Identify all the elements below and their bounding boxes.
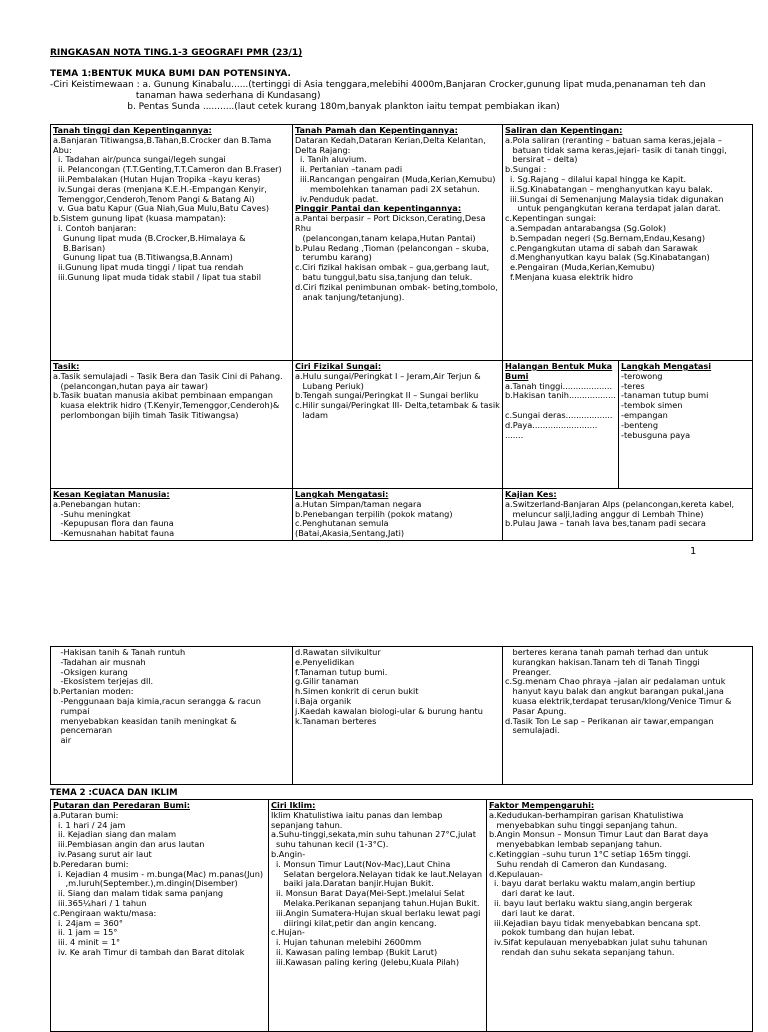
- heading-tanah-pamah: Tanah Pamah dan Kepentingannya:: [295, 125, 458, 135]
- note-line: i. 24jam = 360°: [58, 917, 123, 928]
- note-line: a.Tanah tinggi...................: [505, 380, 613, 391]
- note-line: kuasa elektrik,terdapat terusan/klong/Venice Timur &: [512, 695, 732, 706]
- heading-saliran: Saliran dan Kepentingan:: [505, 125, 623, 135]
- cell-tanah-tinggi: [51, 125, 293, 361]
- note-line: a.Putaran bumi:: [53, 809, 119, 820]
- note-line: c.Hilir sungai/Peringkat III- Delta,tetambak & tasik: [295, 400, 500, 411]
- note-line: a.Switzerland-Banjaran Alps (pelancongan,kereta kabel,: [505, 498, 735, 509]
- note-line: e.Penyelidikan: [295, 656, 355, 667]
- note-line: (pelancongan,hutan paya air tawar): [60, 380, 208, 391]
- note-line: iii.Pembiasan angin dan arus lautan: [58, 839, 205, 850]
- note-line: batuan tidak sama keras,jejari- tasik di tanah tinggi,: [512, 144, 727, 155]
- note-line: menyebabkan lembab sepanjang tahun.: [496, 839, 663, 850]
- heading-ciri-fizikal: Ciri Fizikal Sungai:: [295, 361, 382, 371]
- note-line: a.Banjaran Titiwangsa,B.Tahan,B.Crocker dan B.Tama Abu:: [53, 134, 272, 155]
- lines-faktor: [489, 811, 750, 958]
- note-line: b.Tasik buatan manusia akibat pembinaan empangan: [53, 390, 273, 401]
- note-line: perlombongan bijih timah Tasik Titiwangsa): [60, 409, 239, 420]
- note-line: bersirat – delta): [512, 154, 578, 165]
- note-line: ii. Monsun Barat Daya(Mei-Sept.)melalui Selat: [276, 888, 465, 899]
- note-line: Dataran Kedah,Dataran Kerian,Delta Kelantan,: [295, 134, 486, 145]
- note-line: i. Tadahan air/punca sungai/legeh sungai: [58, 154, 226, 165]
- note-line: -Suhu meningkat: [60, 508, 131, 519]
- heading-putaran: Putaran dan Peredaran Bumi:: [53, 800, 191, 810]
- note-line: i.Baja organik: [295, 695, 352, 706]
- lines-halangan: [505, 382, 616, 441]
- note-line: Pasar Apung.: [512, 705, 567, 716]
- note-line: iii.Angin Sumatera-Hujan skual berlaku lewat pagi: [276, 907, 481, 918]
- note-line: a.Pantai berpasir – Port Dickson,Cerating,Desa Rhu: [295, 213, 486, 233]
- lines-langkah: [621, 372, 750, 441]
- cell-p2-col3: [503, 647, 753, 785]
- note-line: Iklim Khatulistiwa iaitu panas dan lembap sepanjang tahun.: [271, 809, 443, 830]
- ciri-line: tanaman hawa sederhana di Kundasang): [50, 91, 321, 101]
- page2-table: [50, 646, 753, 785]
- note-line: ii. Pertanian –tanam padi: [300, 164, 403, 175]
- note-line: e.Pengairan (Muda,Kerian,Kemubu): [510, 262, 655, 273]
- note-line: (pelancongan,tanam kelapa,Hutan Pantai): [302, 232, 476, 243]
- lines-ciri-iklim: [271, 811, 484, 968]
- document-title: RINGKASAN NOTA TING.1-3 GEOGRAFI PMR (23/1): [50, 48, 303, 58]
- heading-halangan: Halangan Bentuk Muka Bumi: [505, 361, 613, 381]
- note-line: a.Tasik semulajadi – Tasik Bera dan Tasik Cini di Pahang.: [53, 370, 283, 381]
- heading-kajian: Kajian Kes:: [505, 489, 557, 499]
- lines-p2-col1: [53, 648, 290, 746]
- heading-tanah-tinggi: Tanah tinggi dan Kepentingannya:: [53, 125, 212, 135]
- note-line: iii.365¼hari / 1 tahun: [58, 897, 147, 908]
- lines-pinggir-pantai: [295, 214, 500, 302]
- note-line: anak tanjung/tetanjung).: [302, 291, 405, 302]
- note-line: f.Menjana kuasa elektrik hidro: [510, 271, 634, 282]
- note-line: b.Sistem gunung lipat (kuasa mampatan):: [53, 213, 227, 224]
- note-line: iii.Pembalakan (Hutan Hujan Tropika –kayu keras): [58, 173, 261, 184]
- note-line: Selatan bergelora.Nelayan tidak ke laut.Nelayan: [283, 868, 483, 879]
- note-line: i. Contoh banjaran:: [58, 222, 137, 233]
- note-line: iii. 4 minit = 1°: [58, 937, 121, 948]
- note-line: -empangan: [621, 409, 668, 420]
- note-line: ladam: [302, 409, 328, 420]
- note-line: i. Hujan tahunan melebihi 2600mm: [276, 937, 422, 948]
- ciri-line: b. Pentas Sunda ...........(laut cetek kurang 180m,banyak plankton iaitu tempat pembiakan ikan): [50, 102, 560, 112]
- note-line: iv. Ke arah Timur di tambah dan Barat ditolak: [58, 946, 245, 957]
- heading-faktor: Faktor Mempengaruhi:: [489, 800, 595, 810]
- cell-halangan: [503, 361, 619, 489]
- ciri-line: -Ciri Keistimewaan : a. Gunung Kinabalu......(tertinggi di Asia tenggara,melebihi 4000m,Banjaran Crocker,gunung lipat muda,penanaman teh dan: [50, 80, 706, 90]
- note-line: -tanaman tutup bumi: [621, 390, 709, 401]
- note-line: v. Gua batu Kapur (Gua Niah,Gua Mulu,Batu Caves): [58, 203, 270, 214]
- note-line: iv.Sifat kepulauan menyebabkan julat suhu tahunan: [494, 937, 708, 948]
- note-line: a.Penebangan hutan:: [53, 498, 141, 509]
- note-line: Preanger.: [512, 666, 552, 677]
- note-line: -Hakisan tanih & Tanah runtuh: [60, 647, 186, 657]
- cell-saliran: [503, 125, 753, 361]
- lines-saliran: [505, 136, 750, 283]
- lines-putaran: [53, 811, 266, 958]
- note-line: b.Pertanian moden:: [53, 686, 134, 697]
- note-line: a.Sempadan antarabangsa (Sg.Golok): [510, 222, 667, 233]
- note-line: hanyut kayu balak dan angkut barangan pukal,jana: [512, 686, 724, 697]
- note-line: Lubang Periuk): [302, 380, 364, 391]
- note-line: kuasa elektrik hidro (T.Kenyir,Temenggor,Cenderoh)&: [60, 400, 280, 411]
- note-line: untuk pengangkutan kerana terdapat jalan darat.: [517, 203, 721, 214]
- note-line: membolehkan tanaman padi 2X setahun.: [310, 183, 480, 194]
- note-line: c.Kepentingan sungai:: [505, 213, 597, 224]
- note-line: -Penggunaan baja kimia,racun serangga & racun rumpai: [60, 695, 261, 716]
- lines-p2-col2: [295, 648, 500, 726]
- note-line: Gunung lipat muda (B.Crocker,B.Himalaya & B.Barisan): [63, 232, 246, 253]
- note-line: c.Ciri fizikal hakisan ombak – gua,gerbang laut,: [295, 262, 490, 273]
- note-line: dari darat ke laut.: [501, 888, 575, 899]
- note-line: c.Ketinggian –suhu turun 1°C setiap 165m tinggi.: [489, 848, 691, 859]
- page-number: 1: [690, 546, 697, 557]
- note-line: iii.Kejadian bayu tidak menyebabkan bencana spt.: [494, 917, 701, 928]
- note-line: kurangkan hakisan.Tanam teh di Tanah Tinggi: [512, 656, 700, 667]
- cell-ciri-iklim: [269, 800, 487, 1032]
- note-line: Suhu rendah di Cameron dan Kundasang.: [496, 858, 667, 869]
- note-line: b.Pulau Jawa – tanah lava bes,tanam padi secara: [505, 518, 706, 529]
- note-line: b.Angin Monsun – Monsun Timur Laut dan Barat daya: [489, 829, 709, 840]
- note-line: c.Sg.menam Chao phraya –jalan air pedalaman untuk: [505, 676, 726, 687]
- note-line: Delta Rajang:: [295, 144, 351, 155]
- note-line: -teres: [621, 380, 645, 391]
- note-line: terumbu karang): [302, 252, 372, 263]
- lines-kajian: [505, 500, 750, 529]
- note-line: batu tunggul,batu sisa,tanjung dan teluk.: [302, 271, 473, 282]
- note-line: iv.Pasang surut air laut: [58, 848, 152, 859]
- note-line: ii. Kejadian siang dan malam: [58, 829, 177, 840]
- lines-tanah-tinggi: [53, 136, 290, 283]
- note-line: iv.Sungai deras (menjana K.E.H.-Empangan Kenyir, Temenggor,Cenderoh,Tenom Pangi & Batang Ai): [58, 183, 267, 204]
- note-line: -Kemusnahan habitat fauna: [60, 528, 175, 539]
- note-line: i. Tanih aluvium.: [300, 154, 367, 165]
- note-line: pokok tumbang dan hujan lebat.: [501, 927, 635, 938]
- note-line: b.Penebangan terpilih (pokok matang): [295, 508, 453, 519]
- note-line: k.Tanaman berteres: [295, 715, 377, 726]
- cell-langkah-mengatasi: [619, 361, 753, 489]
- note-line: a.Hulu sungai/Peringkat I – Jeram,Air Terjun &: [295, 370, 481, 381]
- note-line: suhu tahunan kecil (1-3°C).: [276, 839, 389, 850]
- lines-ciri-fizikal: [295, 372, 500, 421]
- note-line: d.Ciri fizikal penimbunan ombak- beting,tombolo,: [295, 281, 498, 292]
- note-line: i. Sg.Rajang – dilalui kapal hingga ke Kapit.: [510, 173, 687, 184]
- note-line: c.Pengangkutan utama di sabah dan Sarawak: [510, 242, 698, 253]
- note-line: menyebabkan keasidan tanih meningkat & pencemaran: [60, 715, 237, 736]
- note-line: i. bayu darat berlaku waktu malam,angin bertiup: [494, 878, 696, 889]
- note-line: a.Hutan Simpan/taman negara: [295, 498, 422, 509]
- note-line: b.Peredaran bumi:: [53, 858, 129, 869]
- note-line: ,m.luruh(September.),m.dingin(Disember): [65, 878, 238, 889]
- cell-p2-col1: [51, 647, 293, 785]
- note-line: ii.Sg.Kinabatangan – menghanyutkan kayu balak.: [510, 183, 713, 194]
- cell-ciri-fizikal-sungai: [293, 361, 503, 489]
- note-line: -Tadahan air musnah: [60, 656, 146, 667]
- note-line: d.Paya.........................: [505, 419, 598, 430]
- note-line: b.Tengah sungai/Peringkat II – Sungai berliku: [295, 390, 479, 401]
- lines-tasik: [53, 372, 290, 421]
- note-line: d.Tasik Ton Le sap – Perikanan air tawar,empangan: [505, 715, 714, 726]
- cell-langkah-mengatasi-2: [293, 489, 503, 541]
- tema1-table: [50, 124, 753, 541]
- note-line: b.Hakisan tanih..................: [505, 390, 616, 401]
- note-line: -tebusguna paya: [621, 429, 691, 440]
- note-line: Gunung lipat tua (B.Titiwangsa,B.Annam): [63, 252, 233, 263]
- note-line: meluncur salji,lading anggur di Lembah Thine): [512, 508, 704, 519]
- note-line: g.Gilir tanaman: [295, 676, 359, 687]
- note-line: d.Rawatan silvikultur: [295, 647, 381, 657]
- note-line: d.Menghanyutkan kayu balak (Sg.Kinabatangan): [510, 252, 710, 263]
- note-line: ii. Siang dan malam tidak sama panjang: [58, 888, 224, 899]
- lines-kesan: [53, 500, 290, 539]
- note-line: dari laut ke darat.: [501, 907, 575, 918]
- note-line: -tembok simen: [621, 400, 683, 411]
- heading-tasik: Tasik:: [53, 361, 80, 371]
- note-line: -benteng: [621, 419, 659, 430]
- cell-faktor: [487, 800, 753, 1032]
- note-line: -terowong: [621, 370, 663, 381]
- note-line: i. Monsun Timur Laut(Nov-Mac),Laut China: [276, 858, 451, 869]
- note-line: i. 1 hari / 24 jam: [58, 819, 126, 830]
- note-line: b.Sungai :: [505, 164, 547, 175]
- note-line: b.Sempadan negeri (Sg.Bernam,Endau,Kesang): [510, 232, 706, 243]
- note-line: a.Pola saliran (reranting – batuan sama keras,jejala –: [505, 134, 722, 145]
- document-header: [50, 48, 750, 113]
- note-line: d.Kepulauan-: [489, 868, 543, 879]
- note-line: j.Kaedah kawalan biologi-ular & burung hantu: [295, 705, 483, 716]
- note-line: c.Hujan-: [271, 927, 305, 938]
- note-line: ii. bayu laut berlaku waktu siang,angin bergerak: [494, 897, 693, 908]
- note-line: rendah dan suhu sekata sepanjang tahun.: [501, 946, 675, 957]
- lines-p2-col3: [505, 648, 750, 736]
- note-line: a.Suhu-tinggi,sekata,min suhu tahunan 27°C,julat: [271, 829, 476, 840]
- tema1-heading: TEMA 1:BENTUK MUKA BUMI DAN POTENSINYA.: [50, 69, 291, 79]
- note-line: i. Kejadian 4 musim - m.bunga(Mac) m.panas(Jun): [58, 868, 264, 879]
- note-line: iv.Penduduk padat.: [300, 193, 379, 204]
- note-line: -Kepupusan flora dan fauna: [60, 518, 174, 529]
- note-line: -Oksigen kurang: [60, 666, 128, 677]
- note-line: Melaka.Perikanan sepanjang tahun.Hujan Bukit.: [283, 897, 480, 908]
- note-line: b.Pulau Redang ,Tioman (pelancongan – skuba,: [295, 242, 489, 253]
- note-line: iii.Gunung lipat muda tidak stabil / lipat tua stabil: [58, 271, 261, 282]
- cell-tasik: [51, 361, 293, 489]
- note-line: (Batai,Akasia,Sentang,Jati): [295, 528, 405, 539]
- note-line: -Ekosistem terjejas dll.: [60, 676, 154, 687]
- tema2-table: [50, 799, 753, 1032]
- note-line: iii.Rancangan pengairan (Muda,Kerian,Kemubu): [300, 173, 496, 184]
- heading-pinggir-pantai: Pinggir Pantai dan kepentingannya:: [295, 203, 462, 214]
- note-line: c.Sungai deras..................: [505, 409, 613, 420]
- cell-kesan-kegiatan: [51, 489, 293, 541]
- note-line: a.Kedudukan-berhampiran garisan Khatulistiwa: [489, 809, 684, 820]
- note-line: iii.Kawasan paling kering (Jelebu,Kuala Pilah): [276, 956, 460, 967]
- heading-langkah-2: Langkah Mengatasi:: [295, 489, 389, 499]
- note-line: diiringi kilat,petir dan angin kencang.: [283, 917, 437, 928]
- note-line: b.Angin-: [271, 848, 306, 859]
- cell-kajian-kes: [503, 489, 753, 541]
- heading-kesan: Kesan Kegiatan Manusia:: [53, 489, 170, 499]
- heading-ciri-iklim: Ciri Iklim:: [271, 800, 316, 810]
- note-line: baiki jala.Daratan banjir.Hujan Bukit.: [283, 878, 434, 889]
- note-line: air: [60, 735, 72, 746]
- note-line: iii.Sungai di Semenanjung Malaysia tidak digunakan: [510, 193, 724, 204]
- cell-tanah-pamah: [293, 125, 503, 361]
- heading-langkah: Langkah Mengatasi: [621, 361, 712, 371]
- cell-putaran: [51, 800, 269, 1032]
- note-line: berteres kerana tanah pamah terhad dan untuk: [512, 647, 709, 657]
- note-line: ii. Pelancongan (T.T.Genting,T.T.Cameron dan B.Fraser): [58, 164, 282, 175]
- note-line: .......: [505, 429, 524, 440]
- tema2-heading: TEMA 2 :CUACA DAN IKLIM: [50, 788, 178, 798]
- lines-tanah-pamah: [295, 136, 500, 205]
- note-line: h.Simen konkrit di cerun bukit: [295, 686, 419, 697]
- note-line: c.Penghutanan semula: [295, 518, 389, 529]
- cell-p2-col2: [293, 647, 503, 785]
- note-line: semulajadi.: [512, 725, 560, 736]
- note-line: c.Pengiraan waktu/masa:: [53, 907, 157, 918]
- note-line: f.Tanaman tutup bumi.: [295, 666, 388, 677]
- lines-langkah-2: [295, 500, 500, 539]
- note-line: ii.Gunung lipat muda tinggi / lipat tua rendah: [58, 262, 244, 273]
- note-line: ii. 1 jam = 15°: [58, 927, 118, 938]
- note-line: ii. Kawasan paling lembap (Bukit Larut): [276, 946, 438, 957]
- note-line: menyebabkan suhu tinggi sepanjang tahun.: [496, 819, 678, 830]
